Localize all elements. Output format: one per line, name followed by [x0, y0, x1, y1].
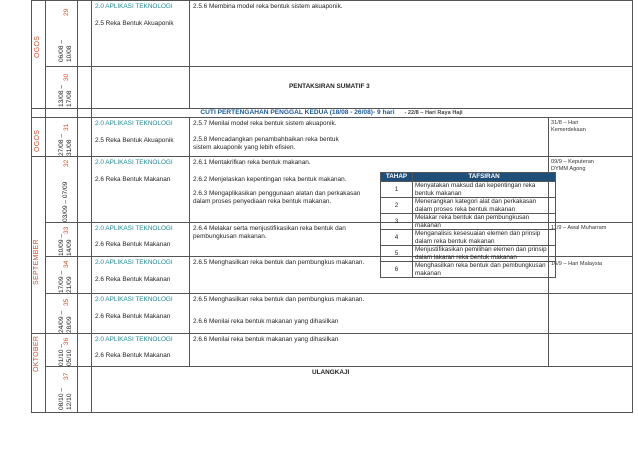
- table-row: [381, 230, 556, 246]
- month-ogos-1: OGOS: [34, 35, 41, 58]
- table-row: [381, 214, 556, 230]
- interpretation-cell: Melakar reka bentuk dan pembungkusan makanan: [413, 214, 556, 230]
- subtopic-label: 2.6 Reka Bentuk Makanan: [95, 313, 171, 320]
- learning-standard: 2.6.3 Mengaplikasikan penggunaan alatan dan perkakasan dalam proses penyediaan reka bentuk makanan.: [193, 190, 361, 205]
- assessment-label: PENTAKSIRAN SUMATIF 3: [289, 83, 370, 90]
- month-oktober: OKTOBER: [33, 335, 40, 372]
- week-number: 30: [63, 73, 70, 81]
- topic-label: 2.0 APLIKASI TEKNOLOGI: [95, 336, 173, 343]
- remark-note: 11/9 – Awal Muharram: [551, 225, 607, 231]
- learning-standard: 2.6.6 Menilai reka bentuk makanan yang dihasilkan: [193, 336, 339, 343]
- level-cell: 5: [381, 246, 413, 262]
- week-dates: 13/08 – 17/08: [58, 85, 73, 107]
- learning-standard: 2.6.2 Menjelaskan kepentingan reka bentuk makanan.: [193, 176, 347, 183]
- subtopic-label: 2.6 Reka Bentuk Makanan: [95, 276, 171, 283]
- subtopic-label: 2.6 Reka Bentuk Makanan: [95, 352, 171, 359]
- learning-standard: 2.5.8 Mencadangkan penambahbaikan reka bentuk sistem akuaponik yang lebih efisien.: [193, 136, 339, 151]
- week-number: 37: [63, 372, 70, 380]
- learning-standard: 2.6.1 Mentakrifkan reka bentuk makanan.: [193, 159, 311, 166]
- subtopic-label: 2.6 Reka Bentuk Makanan: [95, 241, 171, 248]
- table-header-row: [381, 173, 556, 182]
- holiday-note: - 22/8 – Hari Raya Haji: [404, 110, 463, 116]
- week-number: 31: [63, 123, 70, 131]
- week-dates: 24/09 – 28/09: [58, 311, 73, 333]
- interpretation-cell: Menjustifikasikan pemilihan elemen dan prinsip dalam lakaran reka bentuk makanan: [413, 246, 556, 262]
- remark-note: 16/9 – Hari Malaysia: [551, 261, 602, 267]
- column-header-interpretation: TAFSIRAN: [413, 173, 556, 182]
- performance-level-table: [380, 172, 556, 278]
- learning-standard: 2.6.5 Menghasilkan reka bentuk dan pembungkus makanan.: [193, 296, 365, 303]
- month-september: SEPTEMBER: [33, 239, 40, 285]
- table-row: [381, 246, 556, 262]
- learning-standard: 2.5.6 Membina model reka bentuk sistem akuaponik.: [193, 3, 343, 10]
- learning-standard: 2.6.6 Menilai reka bentuk makanan yang dihasilkan: [193, 318, 339, 325]
- topic-label: 2.0 APLIKASI TEKNOLOGI: [95, 259, 173, 266]
- table-row: [381, 262, 556, 278]
- week-dates: 08/10 – 12/10: [58, 388, 73, 410]
- learning-standard: 2.6.4 Melakar serta menjustifikasikan reka bentuk dan pembungkusan makanan.: [193, 225, 346, 240]
- level-cell: 2: [381, 198, 413, 214]
- interpretation-cell: Menyatakan maksud dan kepentingan reka bentuk makanan: [413, 182, 556, 198]
- interpretation-cell: Menghasilkan reka bentuk dan pembungkusan makanan: [413, 262, 556, 278]
- learning-standard: 2.6.5 Menghasilkan reka bentuk dan pembungkus makanan.: [193, 259, 365, 266]
- level-cell: 3: [381, 214, 413, 230]
- week-number: 35: [63, 298, 70, 306]
- week-number: 32: [63, 159, 70, 167]
- week-number: 33: [63, 226, 70, 234]
- column-header-level: TAHAP: [381, 173, 413, 182]
- week-number: 29: [63, 8, 70, 16]
- week-dates: 01/10 – 05/10: [58, 344, 73, 366]
- remark-note: 09/9 – Keputeran DYMM Agong: [551, 159, 594, 172]
- topic-label: 2.0 APLIKASI TEKNOLOGI: [95, 296, 173, 303]
- holiday-banner: CUTI PERTENGAHAN PENGGAL KEDUA (18/08 - 26/08)- 9 hari - 22/8 – Hari Raya Haji: [200, 109, 463, 116]
- topic-label: 2.0 APLIKASI TEKNOLOGI: [95, 159, 173, 166]
- topic-label: 2.0 APLIKASI TEKNOLOGI: [95, 3, 173, 10]
- week-dates: 06/08 – 10/08: [58, 40, 73, 62]
- interpretation-cell: Menerangkan kategori alat dan perkakasan dalam proses reka bentuk makanan: [413, 198, 556, 214]
- subtopic-label: 2.5 Reka Bentuk Akuaponik: [95, 20, 174, 27]
- level-cell: 6: [381, 262, 413, 278]
- interpretation-cell: Menganalisis kesesuaian elemen dan prinsip dalam reka bentuk makanan: [413, 230, 556, 246]
- table-row: [381, 182, 556, 198]
- week-dates: 10/09 – 14/09: [58, 234, 73, 256]
- week-number: 34: [63, 260, 70, 268]
- week-dates: 27/08 – 31/08: [58, 134, 73, 156]
- week-dates: 03/09 – 07/09: [62, 181, 69, 222]
- topic-label: 2.0 APLIKASI TEKNOLOGI: [95, 120, 173, 127]
- week-dates: 17/09 – 21/09: [58, 271, 73, 293]
- topic-label: 2.0 APLIKASI TEKNOLOGI: [95, 225, 173, 232]
- subtopic-label: 2.6 Reka Bentuk Makanan: [95, 176, 171, 183]
- revision-label: ULANGKAJI: [312, 369, 350, 376]
- level-cell: 4: [381, 230, 413, 246]
- month-ogos-2: OGOS: [34, 129, 41, 152]
- week-number: 36: [63, 337, 70, 345]
- learning-standard: 2.5.7 Menilai model reka bentuk sistem akuaponik.: [193, 120, 337, 127]
- remark-note: 31/8 – Hari Kemerdekaan: [551, 120, 586, 133]
- table-row: [381, 198, 556, 214]
- level-cell: 1: [381, 182, 413, 198]
- subtopic-label: 2.5 Reka Bentuk Akuaponik: [95, 137, 174, 144]
